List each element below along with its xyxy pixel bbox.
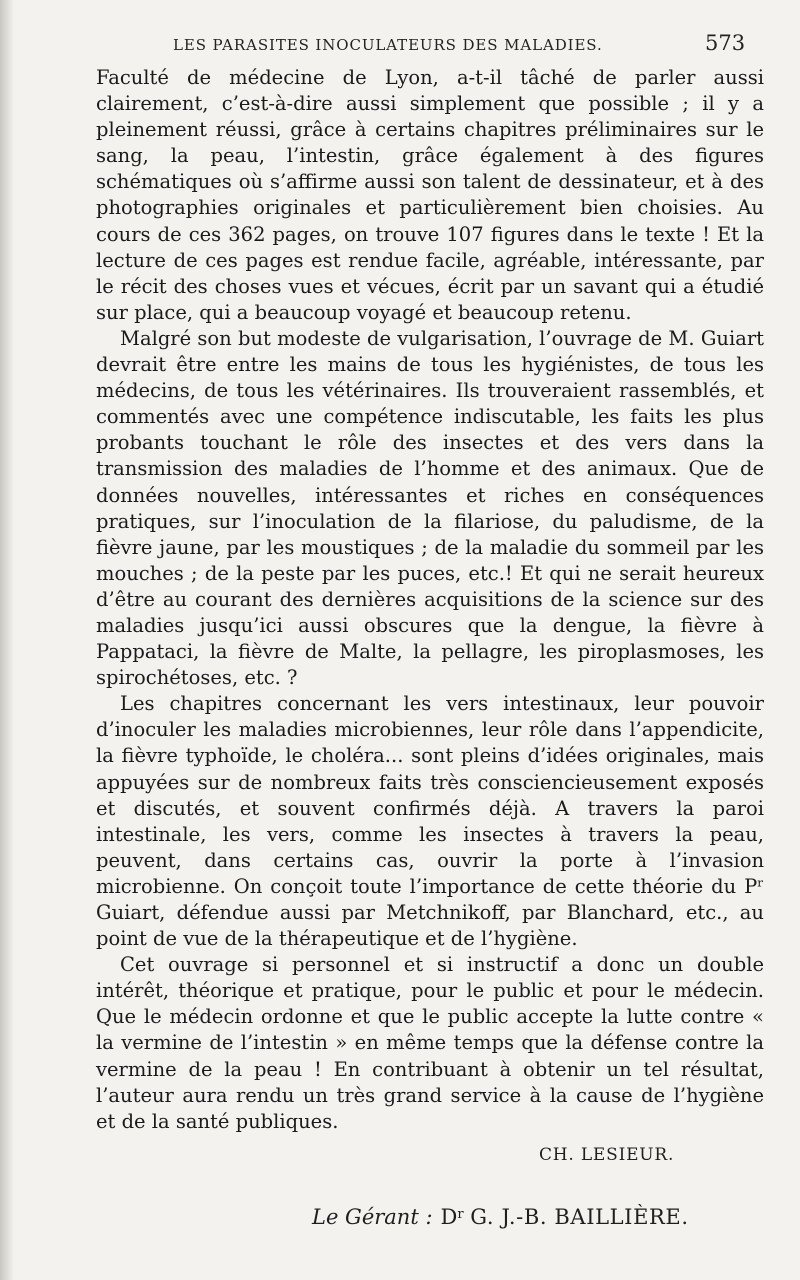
gerant-title: D xyxy=(440,1205,458,1229)
page-header xyxy=(0,30,800,60)
page-edge-shadow xyxy=(0,0,14,1280)
running-title: LES PARASITES INOCULATEURS DES MALADIES. xyxy=(173,36,603,54)
paragraph-2: Malgré son but modeste de vulgarisation, l’ouvrage de M. Guiart devrait être entre les mains de tous les hygiénistes, de tous les médecins, de tous les vétérinaires. Ils trouveraient rassemblés, et commentés avec une compétence indiscutable, les faits les plus probants touchant le rôle des insectes et des vers dans la transmission des maladies de l’homme et des animaux. Que de données nouvelles, intéressantes et riches en conséquences pratiques, sur l’inoculation de la filariose, du paludisme, de la fièvre jaune, par les moustiques ; de la maladie du sommeil par les mouches ; de la peste par les puces, etc.! Et qui ne serait heureux d’être au courant des dernières acquisitions de la science sur des maladies jusqu’ici aussi obscures que la dengue, la fièvre à Pappataci, la fièvre de Malte, la pellagre, les piroplasmoses, les spirochétoses, etc. ? xyxy=(96,326,764,690)
publisher-line xyxy=(312,1205,689,1229)
body-text xyxy=(96,65,764,1135)
paragraph-3: Les chapitres concernant les vers intestinaux, leur pouvoir d’inoculer les maladies microbiennes, leur rôle dans l’appendicite, la fièvre typhoïde, le choléra... sont pleins d’idées originales, mais appuyées sur de nombreux faits très consciencieusement exposés et discutés, et souvent confirmés déjà. A travers la paroi intestinale, les vers, comme les insectes à travers la peau, peuvent, dans certains cas, ouvrir la porte à l’invasion microbienne. On conçoit toute l’importance de cette théorie du Pʳ Guiart, défendue aussi par Metchnikoff, par Blanchard, etc., au point de vue de la thérapeutique et de l’hygiène. xyxy=(96,692,764,951)
gerant-name: G. J.-B. BAILLIÈRE. xyxy=(470,1205,689,1229)
gerant-title-sup: r xyxy=(457,1207,464,1222)
page-number: 573 xyxy=(705,31,746,55)
author-signature: CH. LESIEUR. xyxy=(539,1145,675,1165)
gerant-label: Le Gérant : xyxy=(312,1205,433,1229)
paragraph-4: Cet ouvrage si personnel et si instructif a donc un double intérêt, théorique et pratique, pour le public et pour le médecin. Que le médecin ordonne et que le public accepte la lutte contre « la vermine de l’intestin » en même temps que la défense contre la vermine de la peau ! En contribuant à obtenir un tel résultat, l’auteur aura rendu un très grand service à la cause de l’hygiène et de la santé publiques. xyxy=(96,953,764,1133)
paragraph-1: Faculté de médecine de Lyon, a-t-il tâché de parler aussi clairement, c’est-à-dire aussi simplement que possible ; il y a pleinement réussi, grâce à certains chapitres préliminaires sur le sang, la peau, l’intestin, grâce également à des figures schématiques où s’affirme aussi son talent de dessinateur, et à des photographies originales et particulièrement bien choisies. Au cours de ces 362 pages, on trouve 107 figures dans le texte ! Et la lecture de ces pages est rendue facile, agréable, intéressante, par le récit des choses vues et vécues, écrit par un savant qui a étudié sur place, qui a beaucoup voyagé et beaucoup retenu. xyxy=(96,66,764,324)
